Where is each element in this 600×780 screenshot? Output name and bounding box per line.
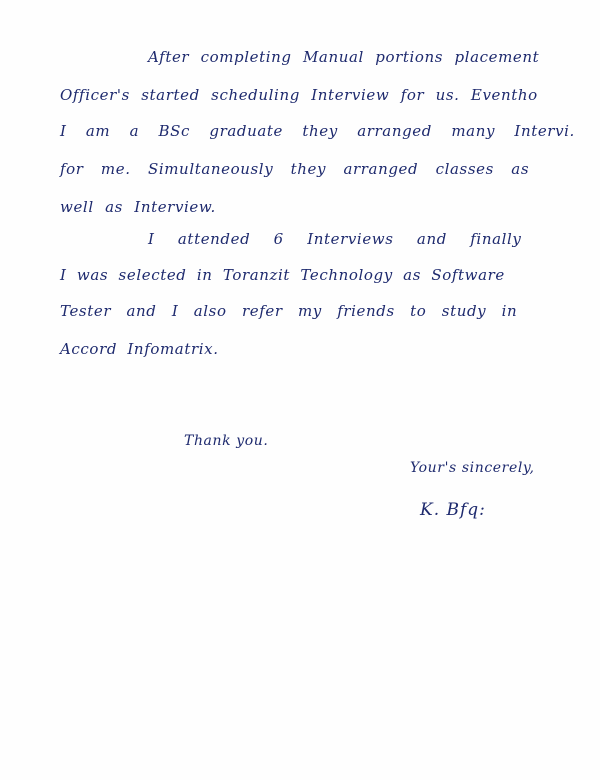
- thank-you-text: Thank you.: [184, 433, 269, 449]
- text-line: I am a BSc graduate they arranged many Intervi.: [60, 122, 575, 140]
- text-line: I was selected in Toranzit Technology as Software: [60, 266, 505, 284]
- text-line: Officer's started scheduling Interview for us. Eventho: [60, 86, 538, 104]
- text-line: for me. Simultaneously they arranged classes as: [60, 160, 530, 178]
- text-line: I attended 6 Interviews and finally: [148, 230, 522, 248]
- text-line: Accord Infomatrix.: [60, 340, 219, 358]
- text-line: After completing Manual portions placement: [148, 48, 540, 66]
- text-line: Tester and I also refer my friends to study in: [60, 302, 518, 320]
- signature: K. Bfq:: [420, 500, 486, 520]
- text-line: well as Interview.: [60, 198, 216, 216]
- closing-salutation: Your's sincerely,: [410, 460, 535, 476]
